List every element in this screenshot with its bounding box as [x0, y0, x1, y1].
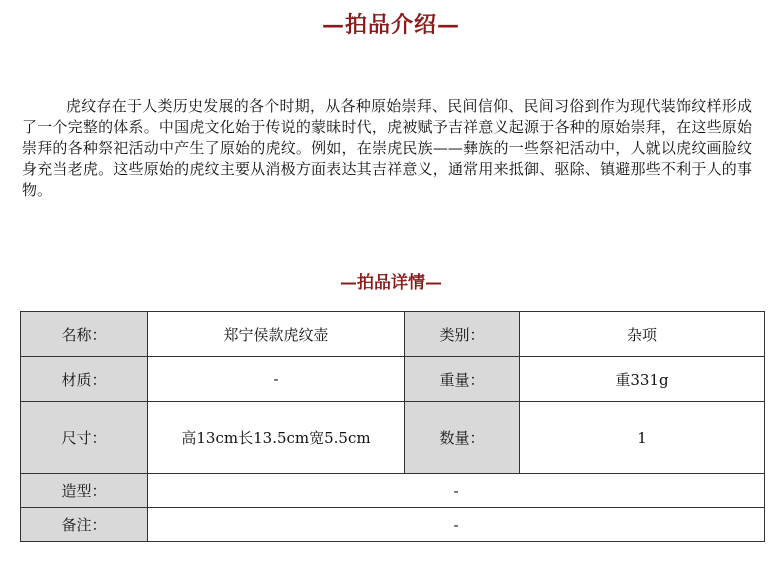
size-value: 高13cm长13.5cm宽5.5cm: [148, 402, 405, 474]
name-value: 郑宁侯款虎纹壶: [148, 312, 405, 357]
section-title-intro: —拍品介绍—: [321, 12, 460, 38]
category-value: 杂项: [520, 312, 765, 357]
table-row: [21, 402, 765, 474]
material-value: -: [148, 357, 405, 402]
details-table: [20, 311, 765, 542]
table-row: [21, 357, 765, 402]
size-label: 尺寸：: [21, 402, 148, 474]
table-row: [21, 508, 765, 542]
quantity-label: 数量：: [405, 402, 520, 474]
quantity-value: 1: [520, 402, 765, 474]
name-label: 名称：: [21, 312, 148, 357]
intro-paragraph: 虎纹存在于人类历史发展的各个时期，从各种原始崇拜、民间信仰、民间习俗到作为现代装饰纹样形成了一个完整的体系。中国虎文化始于传说的蒙昧时代，虎被赋予吉祥意义起源于各种的原始崇拜，在这些原始崇拜的各种祭祀活动中产生了原始的虎纹。例如，在崇虎民族——彝族的一些祭祀活动中，人就以虎纹画脸纹身充当老虎。这些原始的虎纹主要从消极方面表达其吉祥意义，通常用来抵御、驱除、镇避那些不利于人的事物。: [22, 97, 752, 199]
note-label: 备注：: [21, 508, 148, 542]
table-row: [21, 474, 765, 508]
section-title-details: —拍品详情—: [340, 273, 442, 293]
weight-label: 重量：: [405, 357, 520, 402]
shape-label: 造型：: [21, 474, 148, 508]
note-value: -: [148, 508, 765, 542]
weight-value: 重331g: [520, 357, 765, 402]
material-label: 材质：: [21, 357, 148, 402]
category-label: 类别：: [405, 312, 520, 357]
shape-value: -: [148, 474, 765, 508]
table-row: [21, 312, 765, 357]
